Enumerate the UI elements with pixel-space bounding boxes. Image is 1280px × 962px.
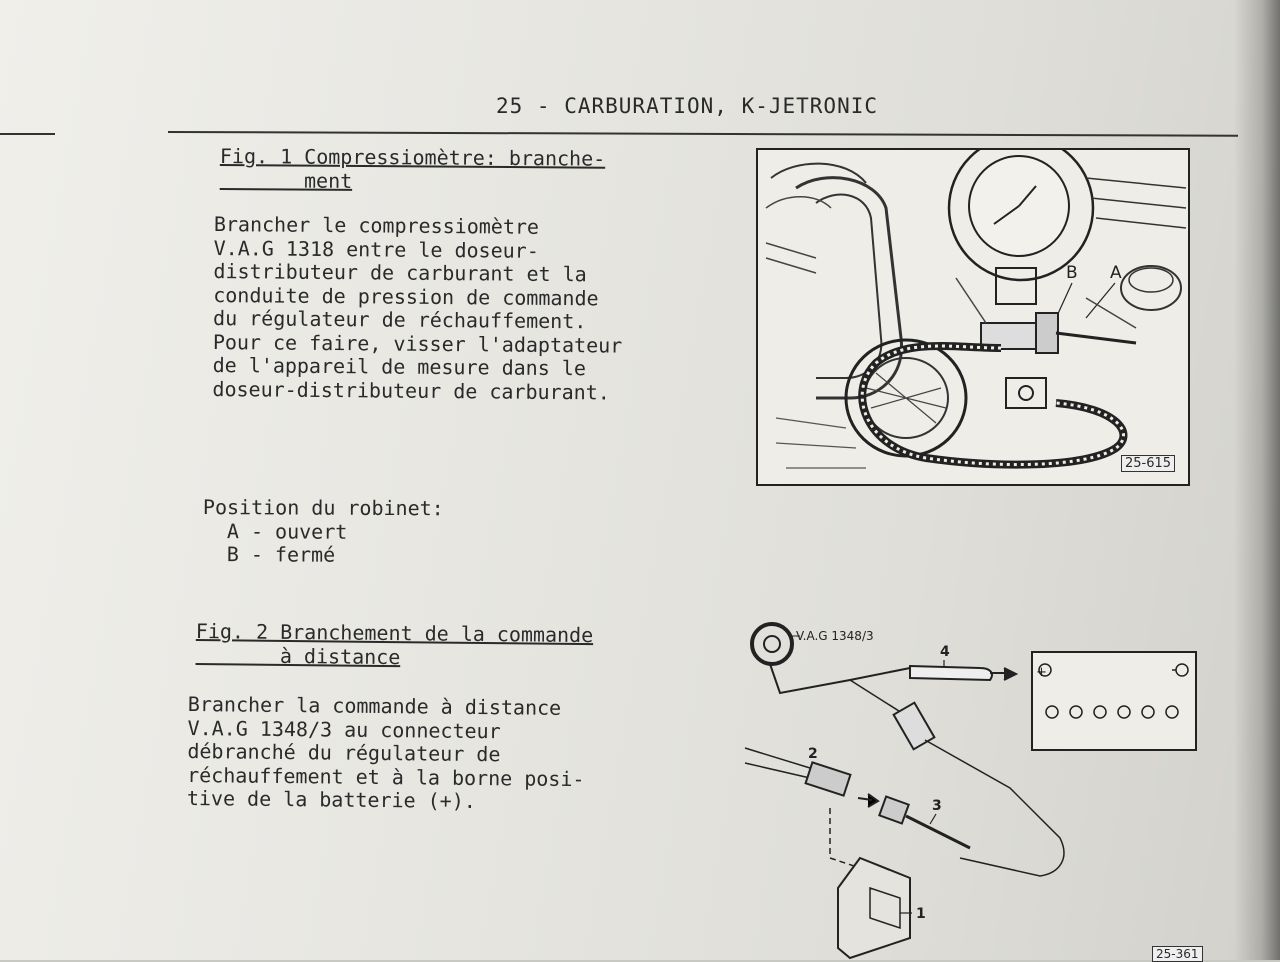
device-label: V.A.G 1348/3 bbox=[796, 629, 874, 643]
valve-position-closed: B - fermé bbox=[202, 541, 336, 567]
page-edge-shadow bbox=[1234, 0, 1280, 960]
figure2-title-line: à distance bbox=[195, 642, 401, 670]
figure1-label-b: B bbox=[1066, 263, 1078, 283]
paragraph-line: tive de la batterie (+). bbox=[186, 785, 476, 814]
valve-position-open: A - ouvert bbox=[202, 518, 348, 544]
paragraph-line: Pour ce faire, visser l'adaptateur bbox=[212, 329, 623, 358]
valve-position-heading: Position du robinet: bbox=[202, 495, 444, 521]
figure1-title-line: ment bbox=[219, 167, 353, 193]
figure1-reference: 25-615 bbox=[1121, 455, 1175, 472]
paragraph-line: Brancher le compressiomètre bbox=[213, 212, 540, 239]
figure2-title-line: Fig. 2 Branchement de la commande bbox=[195, 619, 594, 648]
header-rule-left bbox=[0, 133, 55, 135]
figure1-title-line: Fig. 1 Compressiomètre: branche- bbox=[219, 144, 606, 171]
paragraph-line: réchauffement et à la borne posi- bbox=[187, 762, 585, 791]
figure2-paragraph bbox=[187, 693, 586, 815]
paragraph-line: doseur-distributeur de carburant. bbox=[212, 376, 610, 404]
paragraph-line: V.A.G 1348/3 au connecteur bbox=[187, 715, 501, 743]
callout-3: 3 bbox=[932, 798, 942, 814]
paragraph-line: distributeur de carburant et la bbox=[213, 258, 587, 287]
page-header: 25 - CARBURATION, K-JETRONIC bbox=[496, 94, 879, 118]
callout-2: 2 bbox=[808, 746, 818, 762]
callout-4: 4 bbox=[940, 644, 950, 660]
figure2-title bbox=[195, 619, 593, 671]
figure2-reference: 25-361 bbox=[1152, 946, 1203, 962]
paragraph-line: de l'appareil de mesure dans le bbox=[212, 352, 587, 381]
paragraph-line: du régulateur de réchauffement. bbox=[212, 305, 587, 334]
paragraph-line: débranché du régulateur de bbox=[187, 738, 501, 767]
figure1-paragraph bbox=[212, 213, 623, 405]
valve-position-list bbox=[203, 496, 444, 568]
paragraph-line: Brancher la commande à distance bbox=[187, 692, 562, 720]
figure1-illustration bbox=[756, 148, 1190, 486]
header-rule bbox=[168, 131, 1238, 137]
paragraph-line: V.A.G 1318 entre le doseur- bbox=[213, 235, 539, 263]
svg-text:+: + bbox=[1036, 665, 1047, 680]
paragraph-line: conduite de pression de commande bbox=[213, 282, 599, 310]
figure1-label-a: A bbox=[1110, 263, 1122, 283]
figure1-title bbox=[220, 144, 606, 195]
figure2-illustration bbox=[740, 618, 1220, 960]
callout-1: 1 bbox=[916, 906, 926, 922]
